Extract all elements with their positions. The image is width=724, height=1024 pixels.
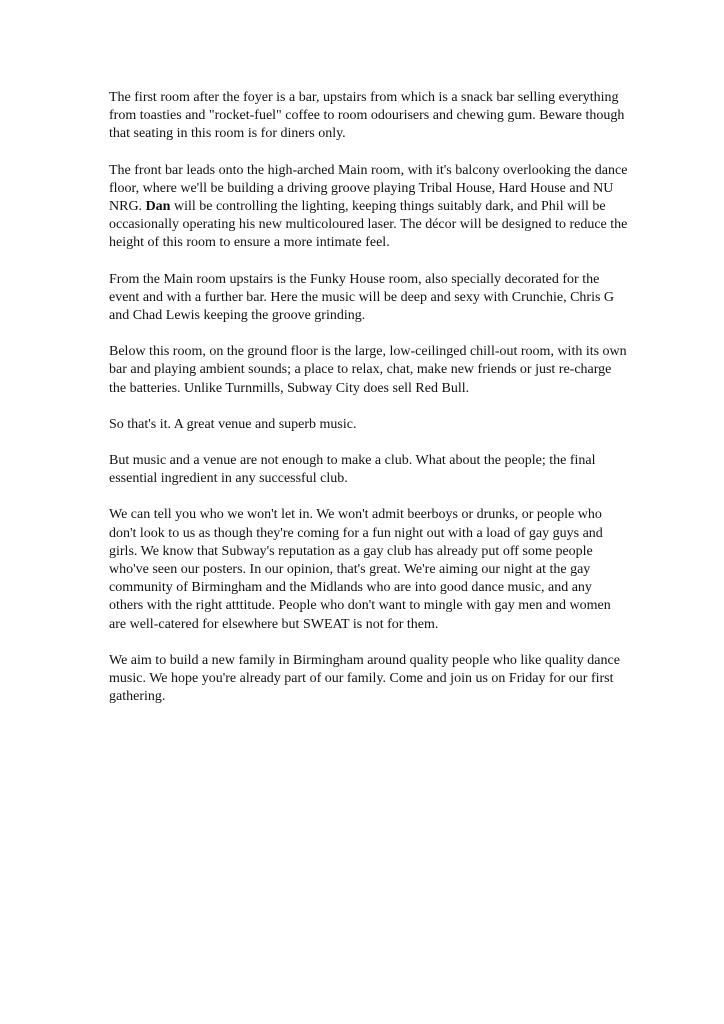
paragraph-door-policy: We can tell you who we won't let in. We won't admit beerboys or drunks, or people who don't look to us as though they're coming for a fun night out with a load of gay guys and girls. We know that Subway's reputation as a gay club has already put off some people who've seen our posters. In our opinion, that's great. We're aiming our night at the gay community of Birmingham and the Midlands who are into good dance music, and any others with the right atttitude. People who don't want to mingle with gay men and women are well-catered for elsewhere but SWEAT is not for them. — [109, 507, 611, 632]
lighting-operator-name: Dan — [145, 199, 171, 215]
paragraph-people: But music and a venue are not enough to make a club. What about the people; the final essential ingredient in any successful club. — [109, 453, 596, 487]
paragraph-foyer-bar: The first room after the foyer is a bar, upstairs from which is a snack bar selling everything from toasties and "rocket-fuel" coffee to room odourisers and chewing gum. Beware though that seating in this room is for diners only. — [109, 90, 625, 142]
paragraph-main-room-text-start: The front bar leads onto the high-arched Main room, with it's balcony overlooking the dance floor, where we'll be building a driving groove playing Tribal House, Hard House and NU NRG. — [109, 162, 628, 215]
paragraph-summary: So that's it. A great venue and superb music. — [109, 416, 357, 432]
paragraph-funky-house-room: From the Main room upstairs is the Funky House room, also specially decorated for the event and with a further bar. Here the music will be deep and sexy with Crunchie, Chris G and Chad Lewis keeping the groove grinding. — [109, 271, 615, 324]
paragraph-main-room-text-end: will be controlling the lighting, keeping things suitably dark, and Phil will be occasionally operating his new multicoloured laser. The décor will be designed to reduce the height of this room to ensure a more intimate feel. — [109, 199, 628, 251]
paragraph-main-room — [109, 162, 629, 253]
paragraph-family: We aim to build a new family in Birmingham around quality people who like quality dance music. We hope you're already part of our family. Come and join us on Friday for our first gathering. — [109, 652, 620, 705]
document-body — [109, 89, 629, 724]
paragraph-chill-out-room: Below this room, on the ground floor is the large, low-ceilinged chill-out room, with its own bar and playing ambient sounds; a place to relax, chat, make new friends or just re-charge the batteries. Unlike Turnmills, Subway City does sell Red Bull. — [109, 344, 627, 396]
